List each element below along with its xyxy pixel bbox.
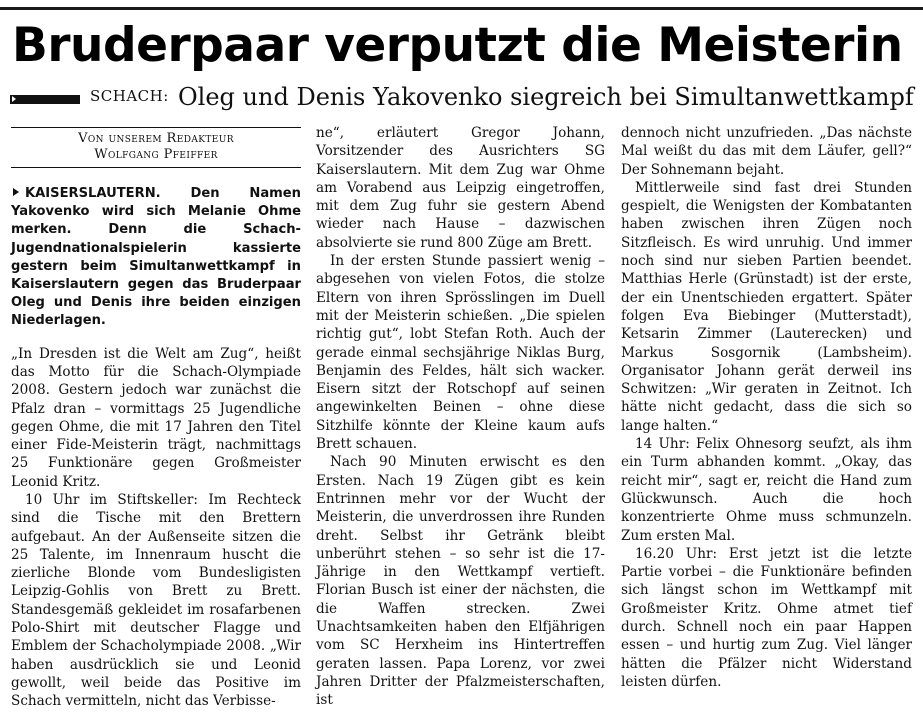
paragraph: 14 Uhr: Felix Ohnesorg seufzt, als ihm ein Turm abhanden kommt. „Okay, das reicht mir“, sagt er, reicht die Hand zum Glückwunsch. Auch die hoch konzentrierte Ohme muss schmunzeln. Zum ersten Mal. (621, 436, 912, 544)
paragraph: 16.20 Uhr: Erst jetzt ist die letzte Partie vorbei – die Funktionäre befinden sich längst schon im Wettkampf mit Großmeister Kritz. Ohme atmet tief durch. Schnell noch ein paar Happen essen – und hurtig zum Zug. Viel länger hätten die Pfälzer nicht Widerstand leisten dürfen. (621, 545, 912, 690)
paragraph: Mittlerweile sind fast drei Stunden gespielt, die Wenigsten der Kombatanten haben zwischen ihren Zügen noch Sitzfleisch. Es wird unruhig. Und immer noch sind nur sieben Partien beendet. Matthias Herle (Grünstadt) ist der erste, der ein Unentschieden ergattert. Später folgen Eva Biebinger (Mutterstadt), Ketsarin Zimmer (Lauterecken) und Markus Sosgornik (Lambsheim). Organisator Johann gerät derweil ins Schwitzen: „Wir geraten in Zeitnot. Ich hätte nicht gedacht, dass die sich so lange halten.“ (621, 179, 912, 434)
column-2 (316, 124, 605, 710)
byline-line-2: Wolfgang Pfeiffer (94, 147, 218, 162)
paragraph: „In Dresden ist die Welt am Zug“, heißt das Motto für die Schach-Olympiade 2008. Gestern jedoch war zunächst die Pfalz dran – vormittags 25 Jugendliche gegen Ohme, die mit 17 Jahren den Titel einer Fide-Meisterin trägt, nachmittags 25 Funktionäre gegen Großmeister Leonid Kritz. (11, 345, 301, 490)
lead-paragraph (11, 185, 301, 331)
kicker-arrow-icon (12, 96, 16, 102)
lead-text: KAISERSLAUTERN. Den Namen Yakovenko wird sich Melanie Ohme merken. Denn die Schach-Jugendnationalspielerin kassierte gestern beim Simultanwettkampf in Kaiserslautern gegen das Bruderpaar Oleg und Denis ihre beiden einzigen Niederlagen. (11, 186, 301, 329)
column-1 (11, 124, 301, 711)
paragraph: dennoch nicht unzufrieden. „Das nächste Mal weißt du das mit dem Läufer, gell?“ Der Sohnemann bejaht. (621, 125, 912, 178)
section-kicker: SCHACH: (90, 87, 169, 105)
byline-line-1: Von unserem Redakteur (78, 131, 234, 146)
paragraph: 10 Uhr im Stiftskeller: Im Rechteck sind die Tische mit den Brettern aufgebaut. An der Außenseite sitzen die 25 Talente, im Innenraum huscht die zierliche Blonde vom Bundesligisten Leipzig-Gohlis von Brett zu Brett. Standesgemäß gekleidet im rosafarbenen Polo-Shirt mit deutscher Flagge und Emblem der Schacholympiade 2008. „Wir haben ausdrücklich sie und Leonid gewollt, weil beide das Positive im Schach vermitteln, nicht das Verbisse- (11, 492, 301, 710)
paragraph: In der ersten Stunde passiert wenig – abgesehen von vielen Fotos, die stolze Eltern von ihren Sprösslingen im Duell mit der Meisterin schießen. „Die spielen richtig gut“, lobt Stefan Roth. Auch der gerade einmal sechsjährige Niklas Burg, Benjamin des Feldes, hält sich wacker. Eisern sitzt der Rotschopf auf seinen angewinkelten Beinen – ohne diese Sitzhilfe könnte der Kleine kaum aufs Brett schauen. (316, 253, 605, 453)
top-rule (0, 7, 923, 10)
paragraph: Nach 90 Minuten erwischt es den Ersten. Nach 19 Zügen gibt es kein Entrinnen mehr vor der Wucht der Meisterin, die unverdrossen ihre Runden dreht. Selbst ihr Getränk bleibt unberührt stehen – so sehr ist die 17-Jährige in den Wettkampf vertieft. Florian Busch ist einer der nächsten, die die Waffen strecken. Zwei Unachtsamkeiten haben den Elfjährigen vom SC Herxheim ins Hintertreffen geraten lassen. Papa Lorenz, vor zwei Jahren Dritter der Pfalzmeisterschaften, ist (316, 454, 605, 709)
kicker-bar (10, 95, 80, 104)
subheadline (10, 82, 920, 114)
paragraph: ne“, erläutert Gregor Johann, Vorsitzender des Ausrichters SG Kaiserslautern. Mit dem Zug war Ohme am Vorabend aus Leipzig eingetroffen, mit dem Zug fuhr sie gestern Abend wieder nach Hause – dazwischen absolvierte sie rund 800 Züge am Brett. (316, 125, 605, 251)
byline (11, 127, 301, 168)
column-3 (621, 124, 912, 691)
article-deck: Oleg und Denis Yakovenko siegreich bei Simultanwettkampf (178, 83, 914, 111)
article-headline: Bruderpaar verputzt die Meisterin (12, 18, 903, 73)
lead-arrow-icon (13, 188, 19, 196)
